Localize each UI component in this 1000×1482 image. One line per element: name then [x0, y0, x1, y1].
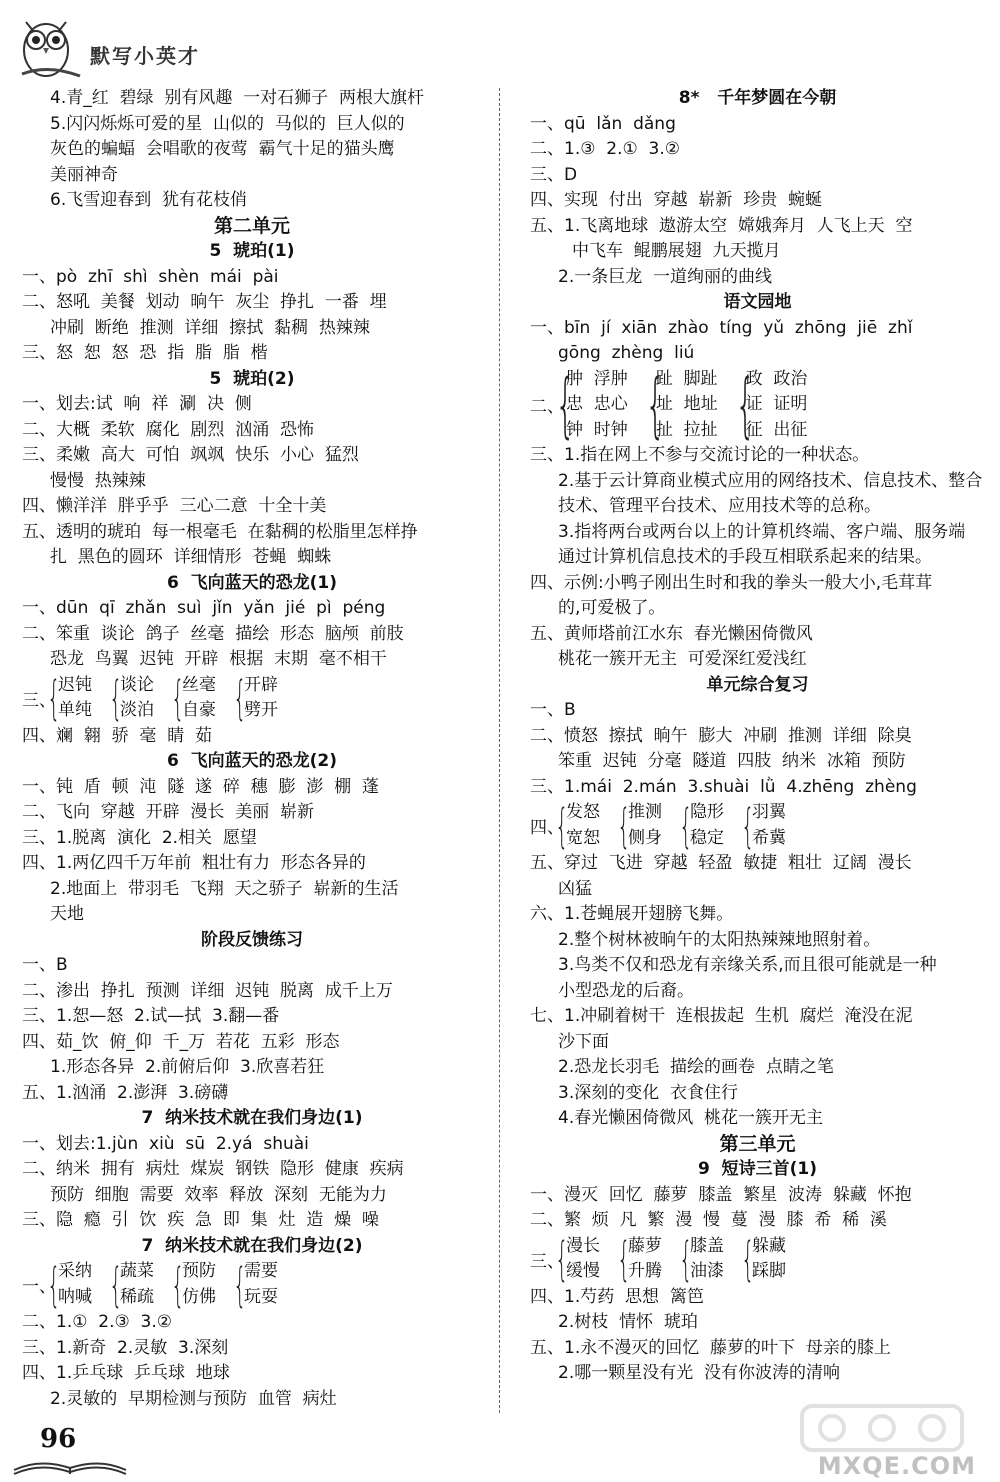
brace-pair: [168, 673, 216, 724]
unit-heading: 第二单元: [213, 214, 290, 237]
answer-line: 一、dūn qī zhǎn suì jǐn yǎn jié pì péng: [22, 598, 386, 618]
answer-line: 扎 黑色的圆环 详细情形 苍蝇 蜘蛛: [50, 547, 332, 567]
left-brace-icon: {: [171, 1257, 185, 1312]
answer-line: 四、茹_饮 俯_仰 千_万 若花 五彩 形态: [22, 1031, 340, 1052]
answer-line: 5.闪闪烁烁可爱的星 山似的 马似的 巨人似的: [50, 113, 405, 134]
brace-pair: [552, 1234, 600, 1285]
answer-line: 一、划去:试 响 祥 涮 决 侧: [22, 394, 252, 414]
brace-answer-group: [530, 1234, 985, 1285]
answer-line: 二、笨重 谈论 鸽子 丝毫 描绘 形态 脑颅 前肢: [22, 623, 404, 644]
answer-line: 二、繁 烦 凡 繁 漫 慢 蔓 漫 膝 希 稀 溪: [530, 1210, 887, 1230]
answer-line: 四、实现 付出 穿越 崭新 珍贵 蜿蜒: [530, 190, 823, 210]
brace-answer-group: [22, 1259, 482, 1310]
lesson-heading: 语文园地: [723, 292, 792, 312]
question-number: 四、: [530, 818, 564, 838]
brace-word: 开辟: [244, 674, 278, 695]
left-brace-icon: {: [109, 1257, 123, 1312]
answer-line: 三、1.脱离 演化 2.相关 愿望: [22, 827, 257, 848]
brace-answer-group: [530, 800, 985, 851]
answer-line: 慢慢 热辣辣: [50, 470, 146, 491]
brace-pair: [614, 800, 662, 851]
brace-word: 藤萝: [628, 1235, 662, 1256]
brace-word: 希冀: [752, 827, 786, 848]
brace-word: 稳定: [690, 827, 724, 848]
brace-word: 宽恕: [566, 827, 600, 848]
answer-line: 一、B: [22, 955, 68, 975]
brace-pair: [230, 673, 278, 724]
lesson-heading: 9 短诗三首(1): [697, 1159, 818, 1179]
brace-pair: [614, 1234, 662, 1285]
brace-pair: [552, 363, 628, 446]
answer-line: 四、1.芍药 思想 篱笆: [530, 1286, 704, 1307]
answer-line: 三、柔嫩 高大 可怕 飒飒 快乐 小心 猛烈: [22, 445, 359, 465]
answer-line: 一、B: [530, 700, 576, 720]
lesson-heading: 8* 千年梦圆在今朝: [678, 88, 837, 108]
brace-word: 漫长: [566, 1235, 600, 1256]
brace-answer-group: [22, 673, 482, 724]
answer-line: 一、bīn jí xiān zhào tíng yǔ zhōng jiē zhǐ: [530, 317, 913, 338]
brace-word: 丝毫: [182, 674, 216, 695]
answer-line: 技术、管理平台技术、应用技术等的总称。: [558, 496, 881, 516]
answer-line: 五、黄师塔前江水东 春光懒困倚微风: [530, 623, 813, 644]
answer-line: 二、愤怒 擦拭 晌午 膨大 冲刷 推测 详细 除臭: [530, 725, 912, 746]
answer-line: 四、示例:小鸭子刚出生时和我的拳头一般大小,毛茸茸: [530, 572, 933, 593]
owl-icon: [14, 6, 84, 80]
answer-line: 冲刷 断绝 推测 详细 擦拭 黏稠 热辣辣: [50, 317, 370, 338]
answer-line: 一、pò zhī shì shèn mái pài: [22, 266, 279, 287]
answer-line: 四、斓 翱 骄 毫 睛 茹: [22, 725, 213, 746]
answer-line: 二、1.① 2.③ 3.②: [22, 1312, 172, 1332]
answer-line: 一、划去:1.jùn xiù sū 2.yá shuài: [22, 1133, 309, 1154]
answer-line: 2.树枝 情怀 琥珀: [558, 1312, 698, 1332]
brace-pair: [676, 800, 724, 851]
brace-pair: [44, 673, 92, 724]
brace-word: 征 出征: [745, 419, 808, 440]
left-brace-icon: {: [233, 1257, 247, 1312]
logo-text: 默写小英才: [90, 44, 200, 68]
brace-pair: [106, 1259, 154, 1310]
brace-word: 需要: [244, 1261, 278, 1281]
brace-pair: [738, 1234, 786, 1285]
brace-pair: [642, 363, 718, 446]
lesson-heading: 6 飞向蓝天的恐龙(1): [166, 572, 338, 593]
lesson-heading: 单元综合复习: [706, 674, 809, 695]
brace-word: 自豪: [182, 700, 216, 720]
brace-answer-group: [530, 363, 985, 446]
brace-word: 玩耍: [244, 1286, 278, 1307]
brace-word: 采纳: [58, 1261, 92, 1281]
brand-logo: [14, 6, 234, 84]
question-number: 二、: [530, 397, 564, 418]
lesson-heading: 5 琥珀(2): [209, 368, 295, 389]
lesson-heading: 阶段反馈练习: [201, 929, 303, 950]
brace-pair: [230, 1259, 278, 1310]
answer-line: 灰色的蝙蝠 会唱歌的夜莺 霸气十足的猫头鹰: [50, 139, 395, 159]
answer-line: 2.灵敏的 早期检测与预防 血管 病灶: [50, 1388, 337, 1409]
brace-word: 预防: [182, 1261, 216, 1281]
answer-line: 2.基于云计算商业模式应用的网络技术、信息技术、整合: [558, 470, 983, 491]
answer-line: 2.整个树林被晌午的太阳热辣辣地照射着。: [558, 929, 881, 950]
answer-line: 三、1.恕—怒 2.试—拭 3.翻—番: [22, 1006, 280, 1026]
answer-line: 小型恐龙的后裔。: [558, 980, 694, 1001]
brace-word: 油漆: [690, 1261, 724, 1281]
brace-word: 踩脚: [752, 1261, 786, 1281]
answer-line: 七、1.冲刷着树干 连根拔起 生机 腐烂 淹没在泥: [530, 1006, 913, 1026]
left-brace-icon: {: [741, 1232, 755, 1286]
left-brace-icon: {: [617, 798, 631, 853]
answer-line: 四、懒洋洋 胖乎乎 三心二意 十全十美: [22, 496, 327, 516]
brace-word: 推测: [628, 802, 662, 822]
answer-line: 1.形态各异 2.前俯后仰 3.欣喜若狂: [50, 1057, 325, 1077]
unit-heading: 第三单元: [719, 1132, 796, 1155]
lesson-heading: 5 琥珀(1): [209, 241, 295, 261]
brace-word: 扯 拉扯: [655, 419, 718, 440]
brace-word: 膝盖: [690, 1235, 724, 1256]
answer-line: 凶猛: [558, 878, 592, 899]
answer-line: 四、1.乒乓球 乒乓球 地球: [22, 1363, 230, 1383]
answer-line: 二、纳米 拥有 病灶 煤炭 钢铁 隐形 健康 疾病: [22, 1159, 404, 1179]
brace-word: 淡泊: [120, 700, 154, 720]
answer-line: 六、1.苍蝇展开翅膀飞舞。: [530, 904, 734, 924]
answer-line: 五、1.飞离地球 遨游太空 嫦娥奔月 人飞上天 空: [530, 215, 913, 236]
brace-word: 证 证明: [745, 394, 808, 414]
brace-pair: [44, 1259, 92, 1310]
left-brace-icon: {: [645, 363, 666, 446]
lesson-heading: 6 飞向蓝天的恐龙(2): [166, 751, 338, 771]
brace-word: 仿佛: [182, 1286, 216, 1307]
answer-line: 二、大概 柔软 腐化 剧烈 汹涌 恐怖: [22, 419, 315, 440]
answer-line: 五、1.永不漫灭的回忆 藤萝的叶下 母亲的膝上: [530, 1337, 891, 1358]
answer-line: 4.春光懒困倚微风 桃花一簇开无主: [558, 1108, 824, 1128]
answer-line: 2.哪一颗星没有光 没有你波涛的清响: [558, 1363, 841, 1383]
left-brace-icon: {: [555, 798, 569, 853]
answer-line: 三、D: [530, 164, 578, 185]
answer-line: 预防 细胞 需要 效率 释放 深刻 无能为力: [50, 1184, 387, 1205]
brace-word: 缓慢: [566, 1261, 600, 1281]
brace-word: 址 地址: [655, 394, 718, 414]
brace-pair: [676, 1234, 724, 1285]
left-brace-icon: {: [617, 1232, 631, 1286]
brace-word: 趾 脚趾: [655, 368, 718, 389]
left-brace-icon: {: [734, 363, 755, 446]
answer-line: 四、1.两亿四千万年前 粗壮有力 形态各异的: [22, 853, 366, 873]
answer-line: 天地: [50, 904, 84, 924]
column-divider: [499, 88, 500, 1413]
answer-line: 二、怒吼 美餐 划动 晌午 灰尘 挣扎 一番 埋: [22, 292, 387, 312]
lesson-heading: 7 纳米技术就在我们身边(2): [141, 1235, 363, 1256]
answer-line: 4.青_红 碧绿 别有风趣 一对石狮子 两根大旗杆: [50, 88, 424, 108]
brace-word: 蔬菜: [120, 1261, 154, 1281]
brace-pair: [168, 1259, 216, 1310]
answer-line: 三、1.新奇 2.灵敏 3.深刻: [22, 1337, 229, 1358]
question-number: 一、: [22, 1277, 56, 1297]
left-brace-icon: {: [233, 671, 247, 725]
left-brace-icon: {: [109, 671, 123, 725]
brace-word: 隐形: [690, 802, 724, 822]
brace-pair: [106, 673, 154, 724]
question-number: 三、: [530, 1251, 564, 1272]
page-number: 96: [40, 1424, 77, 1454]
answer-line: 五、透明的琥珀 每一根毫毛 在黏稠的松脂里怎样挣: [22, 521, 418, 542]
answer-line: 3.指将两台或两台以上的计算机终端、客户端、服务端: [558, 521, 966, 542]
brace-word: 稀疏: [120, 1286, 154, 1307]
left-brace-icon: {: [47, 1257, 61, 1312]
brace-word: 肿 浮肿: [566, 368, 628, 389]
brace-word: 忠 忠心: [566, 394, 628, 414]
answer-line: 6.飞雪迎春到 犹有花枝俏: [50, 190, 248, 210]
left-brace-icon: {: [171, 671, 185, 725]
answer-line: 三、1.指在网上不参与交流讨论的一种状态。: [530, 445, 870, 465]
watermark-text: MXQE.COM: [817, 1452, 976, 1480]
answer-line: 通过计算机信息技术的手段互相联系起来的结果。: [558, 547, 932, 567]
answer-line: 美丽神奇: [50, 164, 118, 185]
left-brace-icon: {: [555, 1232, 569, 1286]
brace-word: 谈论: [120, 674, 154, 695]
left-column: [22, 86, 482, 1412]
answer-line: 笨重 迟钝 分毫 隧道 四肢 纳米 冰箱 预防: [558, 751, 906, 771]
brace-word: 发怒: [566, 802, 600, 822]
brace-word: 劈开: [244, 700, 278, 720]
answer-line: 3.鸟类不仅和恐龙有亲缘关系,而且很可能就是一种: [558, 955, 937, 975]
answer-line: 中飞车 鲲鹏展翅 九天揽月: [572, 241, 781, 261]
answer-line: 三、1.mái 2.mán 3.shuài lǜ 4.zhēng zhèng: [530, 776, 917, 797]
answer-line: 一、漫灭 回忆 藤萝 膝盖 繁星 波涛 躲藏 怀抱: [530, 1184, 912, 1205]
answer-line: 2.一条巨龙 一道绚丽的曲线: [558, 266, 773, 287]
answer-line: 三、怒 恕 怒 恐 指 脂 脂 楷: [22, 343, 268, 363]
brace-word: 迟钝: [58, 674, 92, 695]
answer-line: 五、穿过 飞进 穿越 轻盈 敏捷 粗壮 辽阔 漫长: [530, 853, 912, 873]
brace-pair: [732, 363, 808, 446]
left-brace-icon: {: [679, 1232, 693, 1286]
answer-line: 桃花一簇开无主 可爱深红爱浅红: [558, 649, 807, 669]
lesson-heading: 7 纳米技术就在我们身边(1): [141, 1108, 363, 1128]
answer-line: 一、钝 盾 顿 沌 隧 遂 碎 穗 膨 澎 棚 蓬: [22, 776, 379, 797]
answer-line: 恐龙 鸟翼 迟钝 开辟 根据 末期 毫不相干: [50, 649, 387, 669]
answer-line: 二、1.③ 2.① 3.②: [530, 139, 680, 159]
answer-line: 二、渗出 挣扎 预测 详细 迟钝 脱离 成千上万: [22, 980, 393, 1001]
answer-line: 一、qū lǎn dǎng: [530, 113, 676, 134]
brace-word: 单纯: [58, 700, 92, 720]
open-book-icon: [10, 1450, 130, 1476]
brace-word: 羽翼: [752, 802, 786, 822]
answer-line: 沙下面: [558, 1031, 609, 1052]
left-brace-icon: {: [555, 363, 576, 446]
brace-word: 躲藏: [752, 1235, 786, 1256]
answer-line: 2.地面上 带羽毛 飞翔 天之骄子 崭新的生活: [50, 878, 399, 899]
answer-line: 的,可爱极了。: [558, 598, 666, 618]
brace-word: 钟 时钟: [566, 419, 628, 440]
left-brace-icon: {: [47, 671, 61, 725]
left-brace-icon: {: [679, 798, 693, 853]
brace-word: 侧身: [628, 827, 662, 848]
answer-line: 三、隐 瘾 引 饮 疾 急 即 集 灶 造 燥 噪: [22, 1210, 379, 1230]
left-brace-icon: {: [741, 798, 755, 853]
answer-line: 五、1.汹涌 2.澎湃 3.磅礴: [22, 1082, 229, 1103]
brace-word: 政 政治: [745, 368, 808, 389]
brace-word: 升腾: [628, 1261, 662, 1281]
right-column: [530, 86, 985, 1387]
answer-line: 2.恐龙长羽毛 描绘的画卷 点睛之笔: [558, 1057, 834, 1077]
brace-word: 呐喊: [58, 1286, 92, 1307]
answer-line: 3.深刻的变化 衣食住行: [558, 1082, 739, 1103]
brace-pair: [552, 800, 600, 851]
answer-line: gōng zhèng liú: [558, 343, 695, 363]
answer-line: 二、飞向 穿越 开辟 漫长 美丽 崭新: [22, 802, 315, 822]
brace-pair: [738, 800, 786, 851]
question-number: 三、: [22, 690, 56, 711]
